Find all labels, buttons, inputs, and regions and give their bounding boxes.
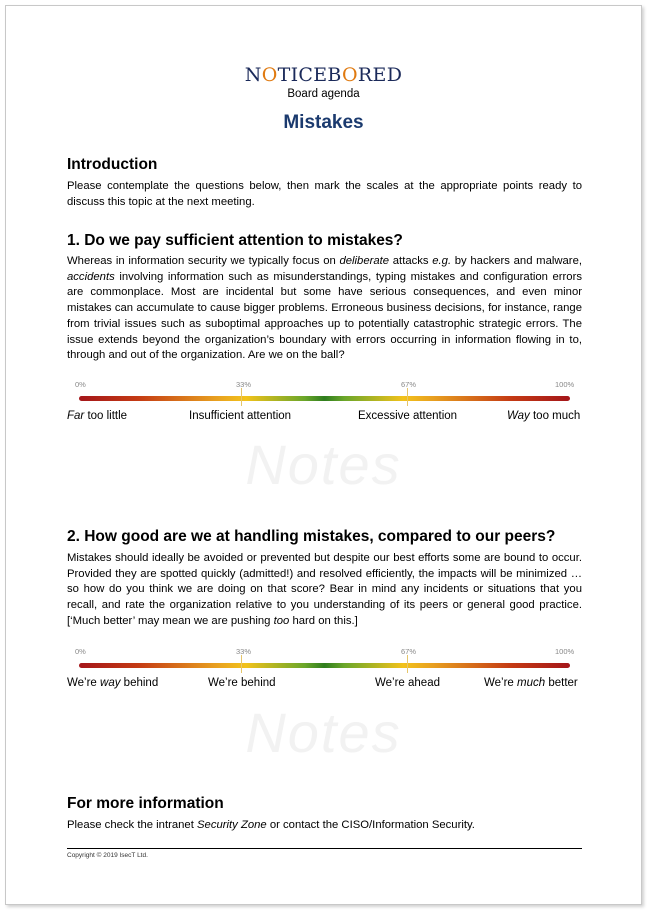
scale-pct-67: 67% [401,647,417,656]
scale-bar [79,396,570,401]
more-info-text: Please check the intranet Security Zone or contact the CISO/Information Security. [67,819,475,831]
scale-pct-0: 0% [75,647,86,656]
footer-rule [67,848,582,849]
scale-pct-0: 0% [75,380,86,389]
scale-pct-100: 100% [555,647,575,656]
scale-label-2: We’re behind [208,677,276,689]
notes-watermark: Notes [245,701,402,764]
noticebored-logo: NOTICEBORED [244,64,403,86]
scale-label-4: Way too much [507,410,581,422]
notes-watermark: Notes [245,433,402,496]
more-info-heading: For more information [67,795,224,812]
scale-pct-33: 33% [236,647,252,656]
copyright: Copyright © 2019 IsecT Ltd. [67,852,148,859]
scale-label-1: We’re way behind [67,677,159,689]
q2-scale [67,647,582,693]
intro-text: Please contemplate the questions below, then mark the scales at the appropriate points ready to discuss this topic at the next meeting. [67,180,582,208]
scale-label-3: We’re ahead [375,677,440,689]
subtitle: Board agenda [287,88,360,100]
scale-pct-100: 100% [555,380,575,389]
q1-scale [67,380,582,426]
scale-bar [79,663,570,668]
page-title: Mistakes [283,112,364,133]
scale-pct-67: 67% [401,380,417,389]
scale-tick-33 [241,655,242,673]
q1-heading: 1. Do we pay sufficient attention to mistakes? [67,232,403,249]
q2-heading: 2. How good are we at handling mistakes, compared to our peers? [67,528,556,545]
scale-label-1: Far too little [67,410,128,422]
intro-heading: Introduction [67,156,158,173]
scale-label-4: We’re much better [484,677,578,689]
scale-tick-67 [407,655,408,673]
q1-text: Whereas in information security we typically focus on deliberate attacks e.g. by hackers and malware, accidents involving information such as misunderstandings, typing mistakes and configuration errors are commonplace. Most are incidental but some have serious consequences, and even minor mistakes can accumulate to cause bigger problems. Erroneous business decisions, for instance, range from trivial issues such as suboptimal approaches up to potentially catastrophic strategic errors. The issue extends beyond the organization’s boundary with errors occurring in information flowing in to, through and out of the organization. Are we on the ball? [67,255,582,362]
scale-label-2: Insufficient attention [189,410,292,422]
q2-text: Mistakes should ideally be avoided or prevented but despite our best efforts some are bound to occur. Provided they are spotted quickly (admitted!) and resolved efficiently, the impacts will be minimized … so how do you think we are doing on that score? Bear in mind any incidents or situations that you recall, and rate the organization relative to you understanding of its peers or general good practice. [‘Much better’ may mean we are pushing too hard on this.] [67,552,582,627]
scale-tick-67 [407,388,408,406]
scale-tick-33 [241,388,242,406]
scale-pct-33: 33% [236,380,252,389]
scale-label-3: Excessive attention [358,410,458,422]
